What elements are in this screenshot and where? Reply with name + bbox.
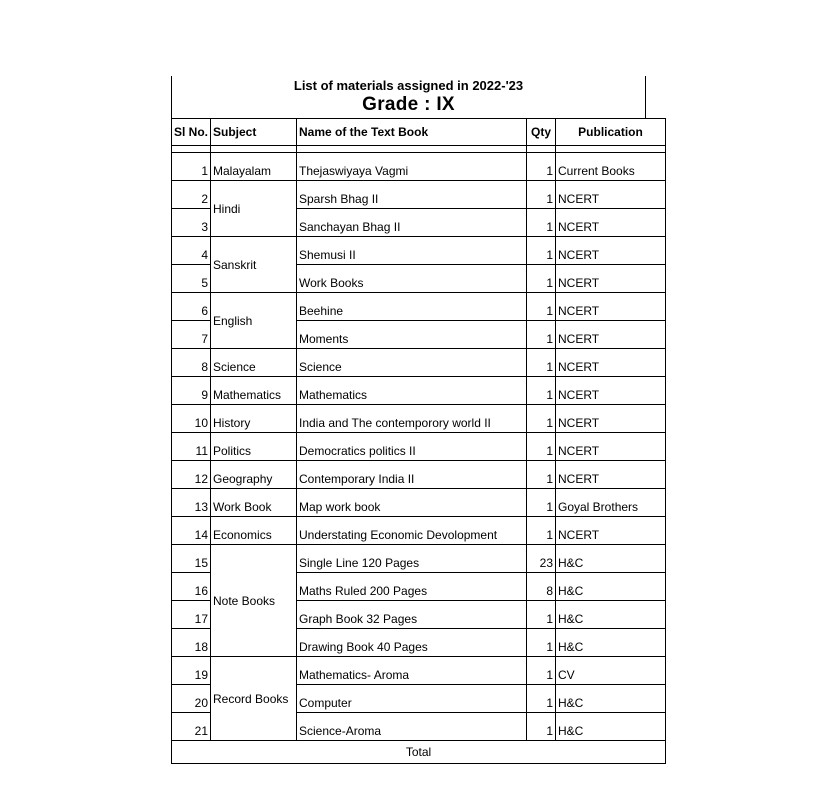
qty-cell: 1 — [527, 209, 556, 237]
subject-cell: Economics — [211, 517, 297, 545]
book-cell: Thejaswiyaya Vagmi — [297, 153, 527, 181]
book-cell: Mathematics- Aroma — [297, 657, 527, 685]
publication-cell: NCERT — [556, 377, 666, 405]
book-cell: Computer — [297, 685, 527, 713]
header-subject: Subject — [211, 119, 297, 146]
publication-cell: Current Books — [556, 153, 666, 181]
subject-cell: Geography — [211, 461, 297, 489]
qty-cell: 8 — [527, 573, 556, 601]
header-qty: Qty — [527, 119, 556, 146]
sl-cell: 10 — [172, 405, 211, 433]
subject-cell: English — [211, 293, 297, 349]
qty-cell: 1 — [527, 321, 556, 349]
qty-cell: 1 — [527, 713, 556, 741]
table-row — [172, 237, 666, 265]
qty-cell: 1 — [527, 657, 556, 685]
table-row — [172, 433, 666, 461]
qty-cell: 1 — [527, 461, 556, 489]
sl-cell: 9 — [172, 377, 211, 405]
publication-cell: NCERT — [556, 209, 666, 237]
book-cell: Maths Ruled 200 Pages — [297, 573, 527, 601]
document-title: List of materials assigned in 2022-'23 — [293, 78, 524, 93]
gap-cell — [297, 146, 527, 153]
sl-cell: 1 — [172, 153, 211, 181]
sl-cell: 4 — [172, 237, 211, 265]
publication-cell: H&C — [556, 685, 666, 713]
qty-cell: 1 — [527, 349, 556, 377]
gap-cell — [556, 146, 666, 153]
sl-cell: 2 — [172, 181, 211, 209]
book-cell: Map work book — [297, 489, 527, 517]
header-sl-no: Sl No. — [172, 119, 211, 146]
gap-cell — [527, 146, 556, 153]
sl-cell: 13 — [172, 489, 211, 517]
book-cell: Moments — [297, 321, 527, 349]
table-row — [172, 657, 666, 685]
publication-cell: NCERT — [556, 517, 666, 545]
sl-cell: 7 — [172, 321, 211, 349]
publication-cell: NCERT — [556, 293, 666, 321]
book-cell: Shemusi II — [297, 237, 527, 265]
table-row — [172, 293, 666, 321]
sl-cell: 21 — [172, 713, 211, 741]
subject-cell: Record Books — [211, 657, 297, 741]
sl-cell: 20 — [172, 685, 211, 713]
table-row — [172, 405, 666, 433]
qty-cell: 1 — [527, 685, 556, 713]
book-cell: Work Books — [297, 265, 527, 293]
sl-cell: 17 — [172, 601, 211, 629]
total-row — [172, 741, 666, 764]
publication-cell: NCERT — [556, 181, 666, 209]
qty-cell: 1 — [527, 517, 556, 545]
total-label: Total — [172, 741, 666, 764]
qty-cell: 1 — [527, 265, 556, 293]
table-row — [172, 153, 666, 181]
publication-cell: NCERT — [556, 265, 666, 293]
publication-cell: NCERT — [556, 321, 666, 349]
sl-cell: 19 — [172, 657, 211, 685]
sl-cell: 11 — [172, 433, 211, 461]
publication-cell: NCERT — [556, 461, 666, 489]
subject-cell: Politics — [211, 433, 297, 461]
sl-cell: 16 — [172, 573, 211, 601]
gap-cell — [172, 146, 211, 153]
book-cell: Science — [297, 349, 527, 377]
publication-cell: CV — [556, 657, 666, 685]
publication-cell: NCERT — [556, 349, 666, 377]
subject-cell: Note Books — [211, 545, 297, 657]
sl-cell: 3 — [172, 209, 211, 237]
book-cell: Beehine — [297, 293, 527, 321]
table-row — [172, 181, 666, 209]
qty-cell: 23 — [527, 545, 556, 573]
publication-cell: Goyal Brothers — [556, 489, 666, 517]
book-cell: Sanchayan Bhag II — [297, 209, 527, 237]
qty-cell: 1 — [527, 405, 556, 433]
qty-cell: 1 — [527, 377, 556, 405]
qty-cell: 1 — [527, 433, 556, 461]
header-row — [172, 119, 666, 146]
qty-cell: 1 — [527, 153, 556, 181]
publication-cell: NCERT — [556, 433, 666, 461]
qty-cell: 1 — [527, 293, 556, 321]
subject-cell: Mathematics — [211, 377, 297, 405]
sl-cell: 18 — [172, 629, 211, 657]
grade-heading: Grade : IX — [362, 94, 455, 115]
table-row — [172, 545, 666, 573]
qty-cell: 1 — [527, 629, 556, 657]
publication-cell: H&C — [556, 573, 666, 601]
gap-cell — [211, 146, 297, 153]
publication-cell: H&C — [556, 545, 666, 573]
sl-cell: 5 — [172, 265, 211, 293]
book-cell: Science-Aroma — [297, 713, 527, 741]
subject-cell: Science — [211, 349, 297, 377]
sl-cell: 14 — [172, 517, 211, 545]
table-row — [172, 349, 666, 377]
header-text-book: Name of the Text Book — [297, 119, 527, 146]
sl-cell: 12 — [172, 461, 211, 489]
subject-cell: Sanskrit — [211, 237, 297, 293]
publication-cell: H&C — [556, 629, 666, 657]
table-row — [172, 489, 666, 517]
book-cell: Single Line 120 Pages — [297, 545, 527, 573]
materials-table — [171, 118, 666, 764]
sl-cell: 6 — [172, 293, 211, 321]
subject-cell: Malayalam — [211, 153, 297, 181]
subject-cell: Hindi — [211, 181, 297, 237]
qty-cell: 1 — [527, 181, 556, 209]
subject-cell: History — [211, 405, 297, 433]
qty-cell: 1 — [527, 489, 556, 517]
book-cell: Understating Economic Devolopment — [297, 517, 527, 545]
book-cell: Sparsh Bhag II — [297, 181, 527, 209]
table-row — [172, 517, 666, 545]
publication-cell: NCERT — [556, 405, 666, 433]
qty-cell: 1 — [527, 237, 556, 265]
book-cell: Mathematics — [297, 377, 527, 405]
sl-cell: 15 — [172, 545, 211, 573]
book-cell: India and The contemporory world II — [297, 405, 527, 433]
book-cell: Drawing Book 40 Pages — [297, 629, 527, 657]
qty-cell: 1 — [527, 601, 556, 629]
publication-cell: H&C — [556, 713, 666, 741]
header-gap-row — [172, 146, 666, 153]
book-cell: Democratics politics II — [297, 433, 527, 461]
book-cell: Contemporary India II — [297, 461, 527, 489]
materials-sheet — [171, 76, 646, 764]
header-publication: Publication — [556, 119, 666, 146]
publication-cell: NCERT — [556, 237, 666, 265]
table-row — [172, 377, 666, 405]
sl-cell: 8 — [172, 349, 211, 377]
book-cell: Graph Book 32 Pages — [297, 601, 527, 629]
table-row — [172, 461, 666, 489]
title-block — [171, 76, 646, 118]
subject-cell: Work Book — [211, 489, 297, 517]
publication-cell: H&C — [556, 601, 666, 629]
